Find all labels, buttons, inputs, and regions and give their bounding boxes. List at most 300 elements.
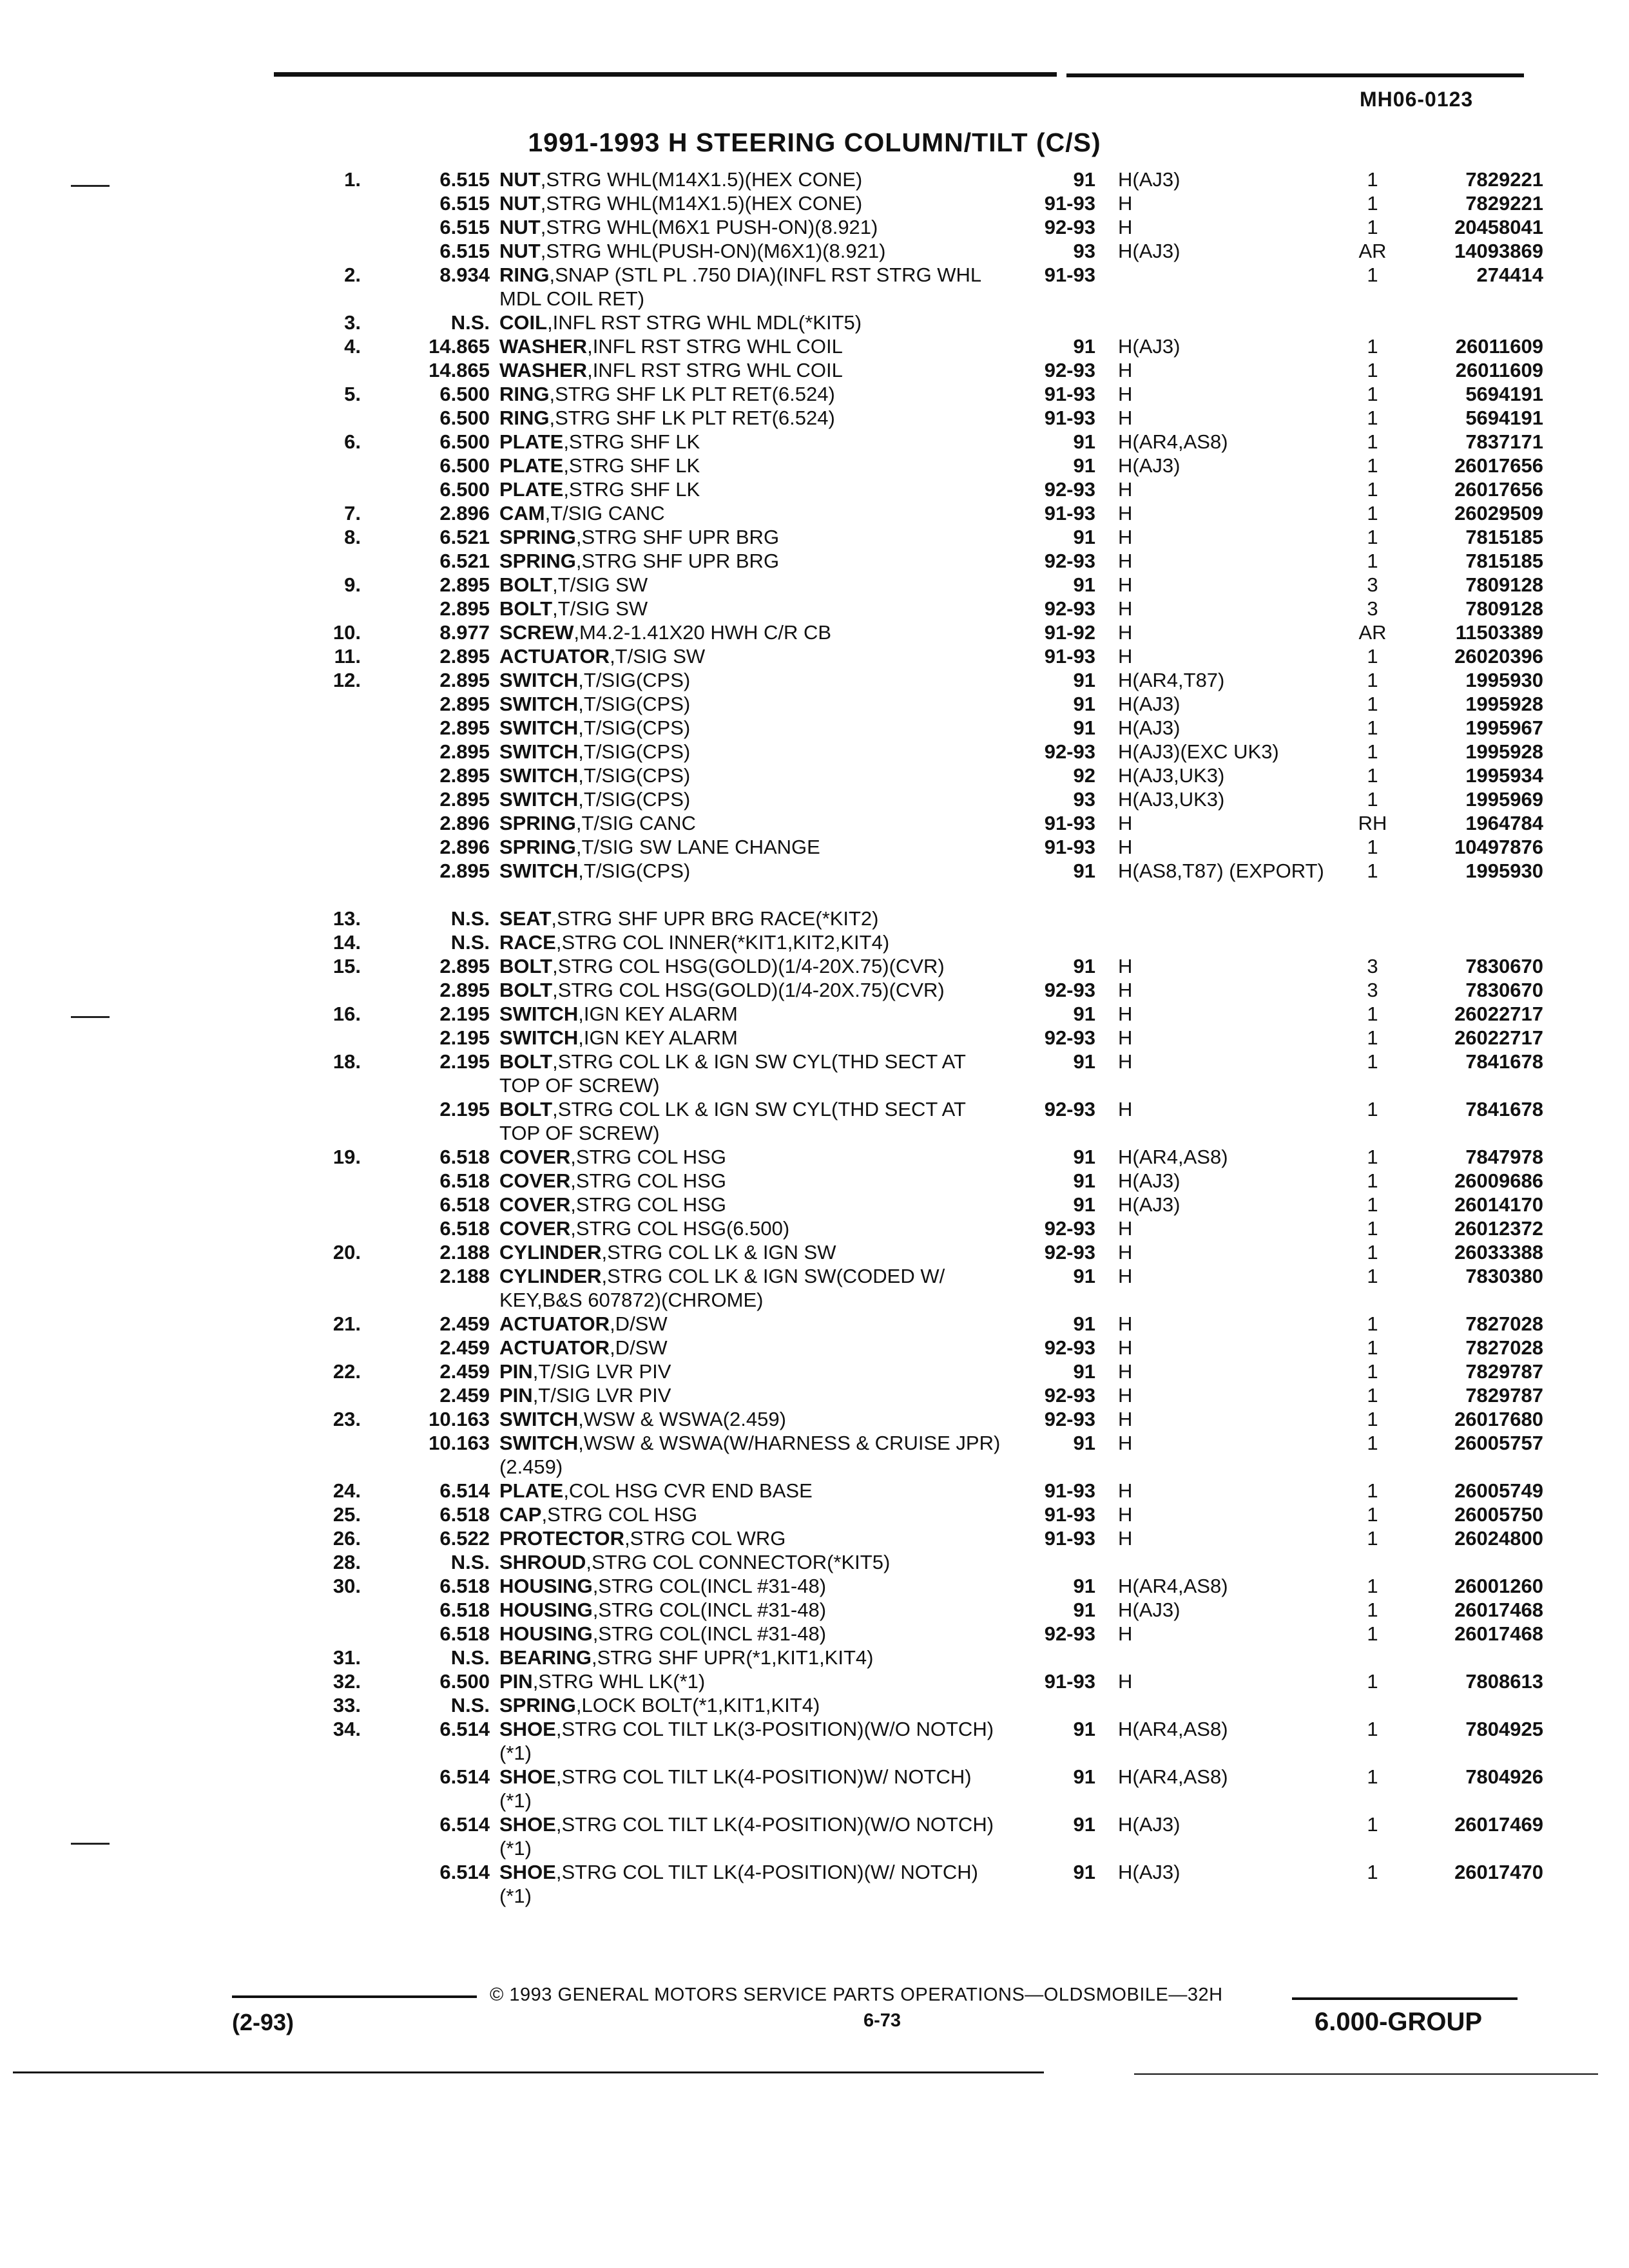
series-code: H(AJ3,UK3) (1118, 788, 1225, 811)
item-number: 8. (344, 526, 361, 548)
model-years: 91 (1073, 454, 1095, 477)
part-detail: ,STRG SHF LK PLT RET(6.524) (549, 407, 835, 429)
table-row (0, 692, 1629, 716)
series-code: H(AR4,AS8) (1118, 1575, 1228, 1597)
part-name: PIN (499, 1384, 533, 1407)
group-number: 6.518 (439, 1146, 490, 1168)
part-number: 7804926 (1465, 1765, 1543, 1788)
part-name: NUT (499, 216, 541, 238)
item-number: 28. (333, 1551, 361, 1573)
part-number: 7829221 (1465, 168, 1543, 191)
part-number: 26005757 (1454, 1432, 1543, 1454)
part-detail: ,STRG SHF UPR BRG RACE(*KIT2) (551, 907, 879, 930)
part-description (499, 1002, 1002, 1026)
model-years: 91 (1073, 693, 1095, 715)
part-detail: ,D/SW (610, 1336, 668, 1359)
item-number: 10. (333, 621, 361, 644)
group-number: 2.459 (439, 1336, 490, 1359)
series-code: H (1118, 1265, 1133, 1287)
part-detail: ,STRG SHF UPR(*1,KIT1,KIT4) (591, 1646, 874, 1669)
part-name: SWITCH (499, 1003, 579, 1025)
table-row (0, 930, 1629, 954)
part-name: NUT (499, 240, 541, 262)
part-detail: ,T/SIG(CPS) (578, 764, 691, 787)
series-code: H(AS8,T87) (EXPORT) (1118, 860, 1324, 882)
group-label: 6.000-GROUP (1315, 2008, 1483, 2036)
part-name: BOLT (499, 1050, 553, 1073)
part-number: 26017468 (1454, 1599, 1543, 1621)
part-description (499, 1336, 1002, 1360)
item-number: 11. (334, 645, 361, 668)
quantity: 1 (1367, 693, 1378, 715)
part-description (499, 1717, 1002, 1765)
part-description (499, 1503, 1002, 1526)
part-description (499, 525, 1002, 549)
part-name: BEARING (499, 1646, 592, 1669)
group-number: N.S. (450, 907, 490, 930)
item-number: 5. (344, 383, 361, 405)
table-row (0, 573, 1629, 597)
series-code: H(AR4,AS8) (1118, 430, 1228, 453)
part-detail: ,T/SIG SW (552, 573, 648, 596)
quantity: 1 (1367, 359, 1378, 381)
quantity: 1 (1367, 1432, 1378, 1454)
series-code: H(AJ3)(EXC UK3) (1118, 740, 1279, 763)
group-number: N.S. (450, 931, 490, 954)
group-number: 2.459 (439, 1384, 490, 1407)
series-code: H(AJ3) (1118, 1599, 1181, 1621)
part-number: 1995928 (1465, 740, 1543, 763)
part-detail: ,STRG COL HSG(GOLD)(1/4-20X.75)(CVR) (552, 955, 945, 977)
part-detail: ,STRG WHL(M14X1.5)(HEX CONE) (540, 168, 863, 191)
part-detail: ,T/SIG LVR PIV (532, 1384, 671, 1407)
part-name: SWITCH (499, 1026, 579, 1049)
group-number: 2.459 (439, 1360, 490, 1383)
model-years: 91 (1073, 669, 1095, 691)
part-detail: ,T/SIG(CPS) (578, 860, 691, 882)
part-number: 26017469 (1454, 1813, 1543, 1836)
part-number: 10497876 (1454, 836, 1543, 858)
group-number: 6.522 (439, 1527, 490, 1550)
series-code: H (1118, 1026, 1133, 1049)
group-number: 2.895 (439, 764, 490, 787)
quantity: 1 (1367, 1813, 1378, 1836)
series-code: H (1118, 383, 1133, 405)
item-number: 4. (344, 335, 361, 358)
series-code: H(AJ3) (1118, 1813, 1181, 1836)
group-number: 6.521 (439, 550, 490, 572)
series-code: H (1118, 1241, 1133, 1264)
model-years: 92-93 (1044, 216, 1095, 238)
quantity: 1 (1367, 1312, 1378, 1335)
part-detail: ,STRG COL(INCL #31-48) (592, 1575, 827, 1597)
quantity: 1 (1367, 335, 1378, 358)
item-number: 34. (333, 1718, 361, 1740)
model-years: 92-93 (1044, 1098, 1095, 1120)
part-description (499, 1765, 1002, 1812)
table-row (0, 1526, 1629, 1550)
part-description (499, 1550, 1002, 1574)
parts-table (0, 168, 1629, 1908)
quantity: 1 (1367, 550, 1378, 572)
part-description (499, 1431, 1002, 1479)
model-years: 91-93 (1044, 836, 1095, 858)
item-number: 12. (333, 669, 361, 691)
quantity: 1 (1367, 407, 1378, 429)
item-number: 30. (333, 1575, 361, 1597)
group-number: 6.518 (439, 1599, 490, 1621)
group-number: 6.500 (439, 430, 490, 453)
quantity: 1 (1367, 1384, 1378, 1407)
part-detail: ,LOCK BOLT(*1,KIT1,KIT4) (575, 1694, 820, 1716)
model-years: 92-93 (1044, 1241, 1095, 1264)
series-code: H (1118, 645, 1133, 668)
model-years: 91 (1073, 1003, 1095, 1025)
part-number: 7830670 (1465, 979, 1543, 1001)
part-number: 26022717 (1454, 1003, 1543, 1025)
part-name: SHOE (499, 1718, 556, 1740)
series-code: H (1118, 1622, 1133, 1645)
part-description (499, 215, 1002, 239)
model-years: 91 (1073, 1360, 1095, 1383)
series-code: H(AR4,AS8) (1118, 1718, 1228, 1740)
part-name: SWITCH (499, 788, 579, 811)
part-number: 26017470 (1454, 1861, 1543, 1883)
model-years: 91-93 (1044, 1503, 1095, 1526)
part-name: SPRING (499, 812, 576, 834)
part-number: 11503389 (1455, 621, 1543, 644)
part-description (499, 1193, 1002, 1216)
part-name: RING (499, 407, 550, 429)
item-number: 31. (333, 1646, 361, 1669)
item-number: 1. (344, 168, 361, 191)
table-row (0, 644, 1629, 668)
series-code: H(AJ3) (1118, 693, 1181, 715)
group-number: 8.934 (439, 264, 490, 286)
group-number: 6.521 (439, 526, 490, 548)
part-number: 7829221 (1465, 192, 1543, 215)
part-description (499, 501, 1002, 525)
part-detail: ,T/SIG SW (610, 645, 706, 668)
date-code: (2-93) (232, 2009, 294, 2035)
quantity: 1 (1367, 216, 1378, 238)
series-code: H (1118, 1503, 1133, 1526)
table-row (0, 549, 1629, 573)
group-number: 2.895 (439, 860, 490, 882)
table-row (0, 1717, 1629, 1765)
part-description (499, 358, 1002, 382)
quantity: 1 (1367, 716, 1378, 739)
part-name: ACTUATOR (499, 1312, 610, 1335)
part-description (499, 1622, 1002, 1646)
part-number: 26022717 (1454, 1026, 1543, 1049)
part-description (499, 907, 1002, 930)
model-years: 92-93 (1044, 1622, 1095, 1645)
copyright-line: © 1993 GENERAL MOTORS SERVICE PARTS OPERATIONS—OLDSMOBILE—32H (490, 1984, 1223, 2005)
model-years: 91-93 (1044, 1479, 1095, 1502)
part-name: WASHER (499, 359, 588, 381)
quantity: 1 (1367, 1026, 1378, 1049)
part-name: SCREW (499, 621, 574, 644)
group-number: N.S. (450, 311, 490, 334)
group-number: 2.195 (439, 1050, 490, 1073)
group-number: 6.518 (439, 1503, 490, 1526)
part-number: 1995967 (1465, 716, 1543, 739)
quantity: 1 (1367, 1718, 1378, 1740)
part-name: SPRING (499, 526, 576, 548)
part-name: HOUSING (499, 1599, 593, 1621)
part-detail: ,WSW & WSWA(W/HARNESS & CRUISE JPR)(2.459) (499, 1432, 1001, 1478)
part-name: BOLT (499, 979, 553, 1001)
table-row (0, 454, 1629, 477)
part-number: 274414 (1476, 264, 1543, 286)
part-number: 26017656 (1454, 454, 1543, 477)
group-number: 6.514 (439, 1813, 490, 1836)
page-number: 6-73 (863, 2010, 901, 2031)
part-detail: ,T/SIG(CPS) (578, 788, 691, 811)
part-name: BOLT (499, 573, 553, 596)
table-row (0, 311, 1629, 334)
part-detail: ,IGN KEY ALARM (578, 1026, 738, 1049)
table-row (0, 334, 1629, 358)
series-code: H(AJ3) (1118, 1169, 1181, 1192)
part-name: PLATE (499, 1479, 564, 1502)
part-detail: ,STRG COL INNER(*KIT1,KIT2,KIT4) (555, 931, 890, 954)
group-number: 2.895 (439, 716, 490, 739)
quantity: 1 (1367, 1050, 1378, 1073)
model-years: 92-93 (1044, 550, 1095, 572)
part-name: BOLT (499, 955, 553, 977)
quantity: 1 (1367, 192, 1378, 215)
part-number: 20458041 (1454, 216, 1543, 238)
quantity: 1 (1367, 1861, 1378, 1883)
part-number: 1995930 (1465, 669, 1543, 691)
part-name: NUT (499, 192, 541, 215)
part-detail: ,STRG COL CONNECTOR(*KIT5) (586, 1551, 891, 1573)
part-name: PLATE (499, 430, 564, 453)
part-detail: ,STRG COL LK & IGN SW(CODED W/ KEY,B&S 607872)(CHROME) (499, 1265, 945, 1311)
top-rule-right (1066, 73, 1524, 77)
table-row (0, 668, 1629, 692)
quantity: AR (1358, 621, 1387, 644)
table-row (0, 1360, 1629, 1383)
quantity: 3 (1367, 597, 1378, 620)
quantity: 1 (1367, 1169, 1378, 1192)
group-number: 2.896 (439, 812, 490, 834)
part-number: 7841678 (1465, 1098, 1543, 1120)
group-number: 2.895 (439, 669, 490, 691)
part-description (499, 787, 1002, 811)
group-number: 2.896 (439, 836, 490, 858)
model-years: 92-93 (1044, 1026, 1095, 1049)
model-years: 91-93 (1044, 264, 1095, 286)
part-name: RACE (499, 931, 556, 954)
part-description (499, 740, 1002, 764)
part-name: COVER (499, 1217, 571, 1240)
model-years: 91 (1073, 573, 1095, 596)
table-row (0, 740, 1629, 764)
part-number: 26017680 (1454, 1408, 1543, 1430)
group-number: 6.515 (439, 216, 490, 238)
part-detail: ,WSW & WSWA(2.459) (578, 1408, 786, 1430)
model-years: 91 (1073, 1718, 1095, 1740)
part-number: 7829787 (1465, 1384, 1543, 1407)
part-number: 1995969 (1465, 788, 1543, 811)
group-number: N.S. (450, 1551, 490, 1573)
part-number: 7809128 (1465, 597, 1543, 620)
part-name: PIN (499, 1360, 533, 1383)
table-row (0, 764, 1629, 787)
model-years: 92-93 (1044, 1336, 1095, 1359)
item-number: 3. (344, 311, 361, 334)
series-code: H(AJ3) (1118, 454, 1181, 477)
part-detail: ,STRG WHL(PUSH-ON)(M6X1)(8.921) (540, 240, 886, 262)
part-description (499, 239, 1002, 263)
group-number: 6.515 (439, 168, 490, 191)
item-number: 15. (333, 955, 361, 977)
part-description (499, 859, 1002, 883)
quantity: 1 (1367, 383, 1378, 405)
group-number: 10.163 (429, 1432, 490, 1454)
part-name: RING (499, 264, 550, 286)
model-years: 91 (1073, 1432, 1095, 1454)
part-name: COVER (499, 1169, 571, 1192)
part-detail: ,T/SIG SW LANE CHANGE (575, 836, 820, 858)
table-row (0, 978, 1629, 1002)
part-description (499, 1169, 1002, 1193)
series-code: H (1118, 407, 1133, 429)
group-number: 6.500 (439, 454, 490, 477)
group-number: 6.514 (439, 1718, 490, 1740)
part-description (499, 1097, 1002, 1145)
part-detail: ,STRG SHF UPR BRG (575, 526, 780, 548)
model-years: 92-93 (1044, 478, 1095, 501)
quantity: 1 (1367, 1670, 1378, 1693)
series-code: H(AR4,AS8) (1118, 1765, 1228, 1788)
group-number: 6.514 (439, 1479, 490, 1502)
part-number: 26024800 (1454, 1527, 1543, 1550)
group-number: 6.518 (439, 1622, 490, 1645)
part-description (499, 1646, 1002, 1669)
model-years: 91 (1073, 1813, 1095, 1836)
series-code: H (1118, 621, 1133, 644)
group-number: 2.188 (439, 1265, 490, 1287)
group-number: N.S. (450, 1694, 490, 1716)
table-row (0, 1646, 1629, 1669)
part-description (499, 597, 1002, 620)
document-id: MH06-0123 (1360, 88, 1474, 111)
part-description (499, 430, 1002, 454)
part-detail: ,STRG COL LK & IGN SW (601, 1241, 836, 1264)
part-number: 26001260 (1454, 1575, 1543, 1597)
quantity: 1 (1367, 860, 1378, 882)
part-detail: ,STRG COL(INCL #31-48) (592, 1599, 827, 1621)
part-description (499, 1360, 1002, 1383)
quantity: 1 (1367, 1527, 1378, 1550)
quantity: 1 (1367, 669, 1378, 691)
table-row (0, 1693, 1629, 1717)
model-years: 91 (1073, 1193, 1095, 1216)
series-code: H (1118, 1312, 1133, 1335)
part-description (499, 978, 1002, 1002)
model-years: 91-93 (1044, 812, 1095, 834)
part-name: PROTECTOR (499, 1527, 625, 1550)
series-code: H (1118, 1479, 1133, 1502)
item-number: 7. (344, 502, 361, 524)
part-name: SHROUD (499, 1551, 586, 1573)
item-number: 21. (333, 1312, 361, 1335)
series-code: H(AJ3) (1118, 240, 1181, 262)
part-detail: ,STRG COL WRG (624, 1527, 786, 1550)
part-name: SPRING (499, 1694, 576, 1716)
part-description (499, 716, 1002, 740)
part-description (499, 1050, 1002, 1097)
model-years: 91 (1073, 1265, 1095, 1287)
part-detail: ,T/SIG CANC (545, 502, 665, 524)
group-number: 6.500 (439, 478, 490, 501)
part-description (499, 191, 1002, 215)
table-row (0, 811, 1629, 835)
part-description (499, 1526, 1002, 1550)
table-row (0, 1145, 1629, 1169)
model-years: 91 (1073, 335, 1095, 358)
part-number: 7809128 (1465, 573, 1543, 596)
table-row (0, 191, 1629, 215)
series-code: H (1118, 1336, 1133, 1359)
part-number: 7827028 (1465, 1312, 1543, 1335)
series-code: H(AJ3) (1118, 168, 1181, 191)
table-row (0, 907, 1629, 930)
quantity: 1 (1367, 1599, 1378, 1621)
table-row (0, 358, 1629, 382)
part-detail: ,STRG COL HSG (570, 1146, 726, 1168)
part-description (499, 644, 1002, 668)
part-number: 26005749 (1454, 1479, 1543, 1502)
series-code: H (1118, 955, 1133, 977)
part-number: 7829787 (1465, 1360, 1543, 1383)
model-years: 93 (1073, 788, 1095, 811)
part-name: SHOE (499, 1765, 556, 1788)
series-code: H (1118, 1217, 1133, 1240)
table-row (0, 239, 1629, 263)
model-years: 91 (1073, 1169, 1095, 1192)
model-years: 91-92 (1044, 621, 1095, 644)
part-description (499, 549, 1002, 573)
table-row (0, 1097, 1629, 1145)
series-code: H(AR4,T87) (1118, 669, 1225, 691)
table-row (0, 1050, 1629, 1097)
part-detail: ,INFL RST STRG WHL MDL(*KIT5) (547, 311, 862, 334)
quantity: RH (1358, 812, 1387, 834)
part-detail: ,T/SIG(CPS) (578, 740, 691, 763)
quantity: 3 (1367, 979, 1378, 1001)
part-description (499, 477, 1002, 501)
table-row (0, 1383, 1629, 1407)
item-number: 22. (333, 1360, 361, 1383)
group-number: 6.500 (439, 407, 490, 429)
model-years: 91 (1073, 955, 1095, 977)
group-number: 8.977 (439, 621, 490, 644)
quantity: 1 (1367, 645, 1378, 668)
model-years: 91-93 (1044, 645, 1095, 668)
table-row (0, 1216, 1629, 1240)
part-detail: ,STRG WHL(M14X1.5)(HEX CONE) (540, 192, 863, 215)
item-number: 33. (333, 1694, 361, 1716)
part-name: SWITCH (499, 693, 579, 715)
part-description (499, 954, 1002, 978)
part-detail: ,STRG COL LK & IGN SW CYL(THD SECT AT TOP OF SCREW) (499, 1050, 966, 1097)
part-description (499, 311, 1002, 334)
